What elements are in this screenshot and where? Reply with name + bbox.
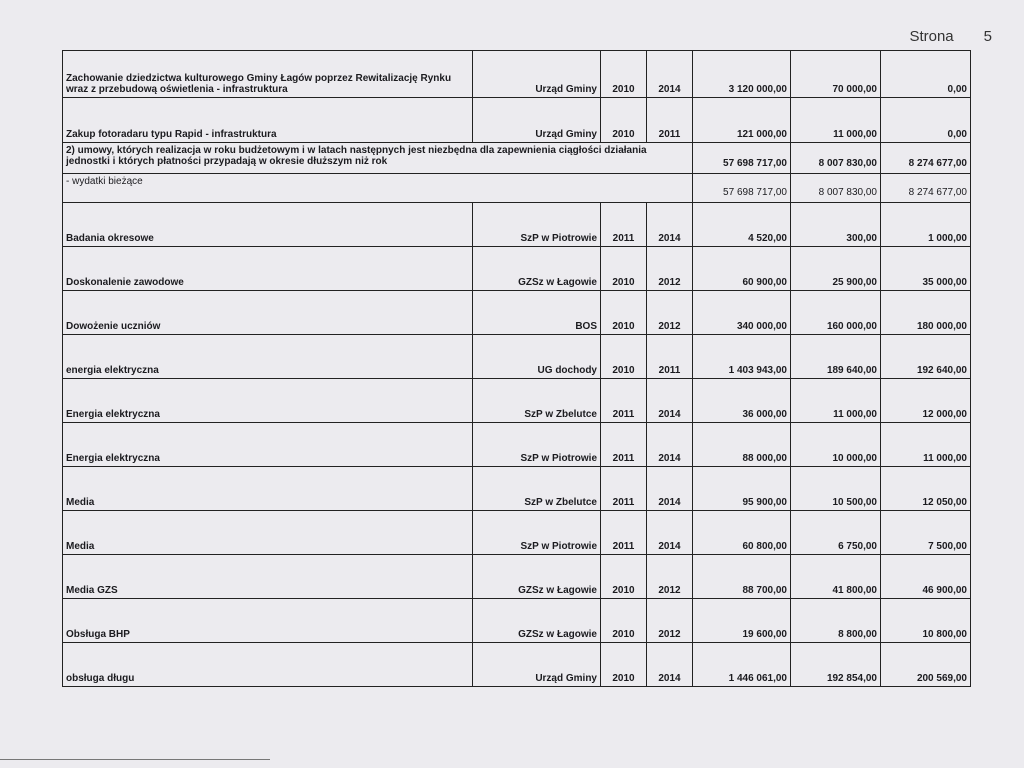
task-name: Media	[63, 511, 473, 555]
table-row	[63, 203, 971, 247]
year-to-cell: 2012	[647, 599, 693, 643]
total-cell: 3 120 000,00	[693, 51, 791, 98]
year-to-cell: 2014	[647, 379, 693, 423]
year-from-cell: 2011	[601, 203, 647, 247]
limit-year1-cell: 300,00	[791, 203, 881, 247]
total-cell: 121 000,00	[693, 98, 791, 143]
year-to-cell: 2014	[647, 511, 693, 555]
limit-year2-cell: 35 000,00	[881, 247, 971, 291]
section-total-cell: 57 698 717,00	[693, 143, 791, 174]
limit-year1-cell: 189 640,00	[791, 335, 881, 379]
total-cell: 95 900,00	[693, 467, 791, 511]
limit-year2-cell: 10 800,00	[881, 599, 971, 643]
table-row	[63, 423, 971, 467]
limit-year1-cell: 192 854,00	[791, 643, 881, 687]
subsection-title: - wydatki bieżące	[63, 174, 693, 203]
limit-year2-cell: 12 000,00	[881, 379, 971, 423]
task-name: Media GZS	[63, 555, 473, 599]
year-to-cell: 2012	[647, 291, 693, 335]
total-cell: 19 600,00	[693, 599, 791, 643]
limit-year2-cell: 46 900,00	[881, 555, 971, 599]
year-to-cell: 2014	[647, 643, 693, 687]
section-year2-cell: 8 274 677,00	[881, 143, 971, 174]
task-name: Zakup fotoradaru typu Rapid - infrastruktura	[63, 98, 473, 143]
unit-cell: Urząd Gminy	[473, 51, 601, 98]
subsection-total-cell: 57 698 717,00	[693, 174, 791, 203]
year-from-cell: 2010	[601, 335, 647, 379]
unit-cell: Urząd Gminy	[473, 643, 601, 687]
limit-year2-cell: 1 000,00	[881, 203, 971, 247]
task-name: Obsługa BHP	[63, 599, 473, 643]
unit-cell: SzP w Zbelutce	[473, 379, 601, 423]
year-from-cell: 2011	[601, 467, 647, 511]
total-cell: 36 000,00	[693, 379, 791, 423]
year-from-cell: 2010	[601, 51, 647, 98]
unit-cell: UG dochody	[473, 335, 601, 379]
unit-cell: SzP w Piotrowie	[473, 203, 601, 247]
unit-cell: SzP w Zbelutce	[473, 467, 601, 511]
unit-cell: SzP w Piotrowie	[473, 423, 601, 467]
budget-table	[62, 50, 971, 687]
limit-year1-cell: 41 800,00	[791, 555, 881, 599]
limit-year2-cell: 11 000,00	[881, 423, 971, 467]
task-name: Energia elektryczna	[63, 423, 473, 467]
year-to-cell: 2012	[647, 555, 693, 599]
table-row	[63, 467, 971, 511]
limit-year1-cell: 8 800,00	[791, 599, 881, 643]
page-header	[909, 28, 992, 45]
unit-cell: Urząd Gminy	[473, 98, 601, 143]
task-name: Doskonalenie zawodowe	[63, 247, 473, 291]
limit-year1-cell: 11 000,00	[791, 379, 881, 423]
unit-cell: GZSz w Łagowie	[473, 599, 601, 643]
subsection-year1-cell: 8 007 830,00	[791, 174, 881, 203]
section-year1-cell: 8 007 830,00	[791, 143, 881, 174]
table-row	[63, 51, 971, 98]
task-name: Energia elektryczna	[63, 379, 473, 423]
table-row	[63, 335, 971, 379]
limit-year1-cell: 160 000,00	[791, 291, 881, 335]
table-row	[63, 643, 971, 687]
year-from-cell: 2010	[601, 247, 647, 291]
total-cell: 60 800,00	[693, 511, 791, 555]
subsection-year2-cell: 8 274 677,00	[881, 174, 971, 203]
limit-year1-cell: 10 000,00	[791, 423, 881, 467]
year-to-cell: 2012	[647, 247, 693, 291]
year-from-cell: 2010	[601, 98, 647, 143]
limit-year2-cell: 7 500,00	[881, 511, 971, 555]
table-row	[63, 555, 971, 599]
limit-year1-cell: 11 000,00	[791, 98, 881, 143]
year-to-cell: 2014	[647, 51, 693, 98]
limit-year2-cell: 0,00	[881, 51, 971, 98]
year-to-cell: 2014	[647, 467, 693, 511]
total-cell: 4 520,00	[693, 203, 791, 247]
total-cell: 60 900,00	[693, 247, 791, 291]
limit-year1-cell: 25 900,00	[791, 247, 881, 291]
table-row	[63, 98, 971, 143]
subsection-row	[63, 174, 971, 203]
table-row	[63, 511, 971, 555]
task-name: energia elektryczna	[63, 335, 473, 379]
limit-year2-cell: 0,00	[881, 98, 971, 143]
task-name: obsługa długu	[63, 643, 473, 687]
year-to-cell: 2014	[647, 423, 693, 467]
table-row	[63, 379, 971, 423]
page-footer-line	[0, 759, 270, 760]
limit-year2-cell: 192 640,00	[881, 335, 971, 379]
year-from-cell: 2011	[601, 511, 647, 555]
table-row	[63, 247, 971, 291]
task-name: Badania okresowe	[63, 203, 473, 247]
limit-year1-cell: 6 750,00	[791, 511, 881, 555]
table-row	[63, 291, 971, 335]
task-name: Zachowanie dziedzictwa kulturowego Gminy Łagów poprzez Rewitalizację Rynku wraz z przebudową oświetlenia - infrastruktura	[63, 51, 473, 98]
table-row	[63, 599, 971, 643]
budget-table-body	[63, 51, 971, 687]
year-from-cell: 2010	[601, 643, 647, 687]
limit-year2-cell: 180 000,00	[881, 291, 971, 335]
section-title: 2) umowy, których realizacja w roku budżetowym i w latach następnych jest niezbędna dla zapewnienia ciągłości działania jednostki i których płatności przypadają w okresie dłuższym niż rok	[63, 143, 693, 174]
year-to-cell: 2014	[647, 203, 693, 247]
total-cell: 1 446 061,00	[693, 643, 791, 687]
limit-year1-cell: 70 000,00	[791, 51, 881, 98]
year-from-cell: 2010	[601, 555, 647, 599]
task-name: Dowożenie uczniów	[63, 291, 473, 335]
unit-cell: GZSz w Łagowie	[473, 247, 601, 291]
year-to-cell: 2011	[647, 335, 693, 379]
unit-cell: SzP w Piotrowie	[473, 511, 601, 555]
section-row	[63, 143, 971, 174]
total-cell: 340 000,00	[693, 291, 791, 335]
limit-year2-cell: 200 569,00	[881, 643, 971, 687]
limit-year2-cell: 12 050,00	[881, 467, 971, 511]
total-cell: 88 700,00	[693, 555, 791, 599]
page-number: 5	[983, 28, 992, 45]
limit-year1-cell: 10 500,00	[791, 467, 881, 511]
year-from-cell: 2011	[601, 379, 647, 423]
unit-cell: BOS	[473, 291, 601, 335]
task-name: Media	[63, 467, 473, 511]
year-from-cell: 2010	[601, 599, 647, 643]
unit-cell: GZSz w Łagowie	[473, 555, 601, 599]
total-cell: 88 000,00	[693, 423, 791, 467]
year-from-cell: 2010	[601, 291, 647, 335]
year-to-cell: 2011	[647, 98, 693, 143]
total-cell: 1 403 943,00	[693, 335, 791, 379]
page-label: Strona	[909, 28, 954, 45]
year-from-cell: 2011	[601, 423, 647, 467]
document-sheet	[62, 50, 970, 687]
